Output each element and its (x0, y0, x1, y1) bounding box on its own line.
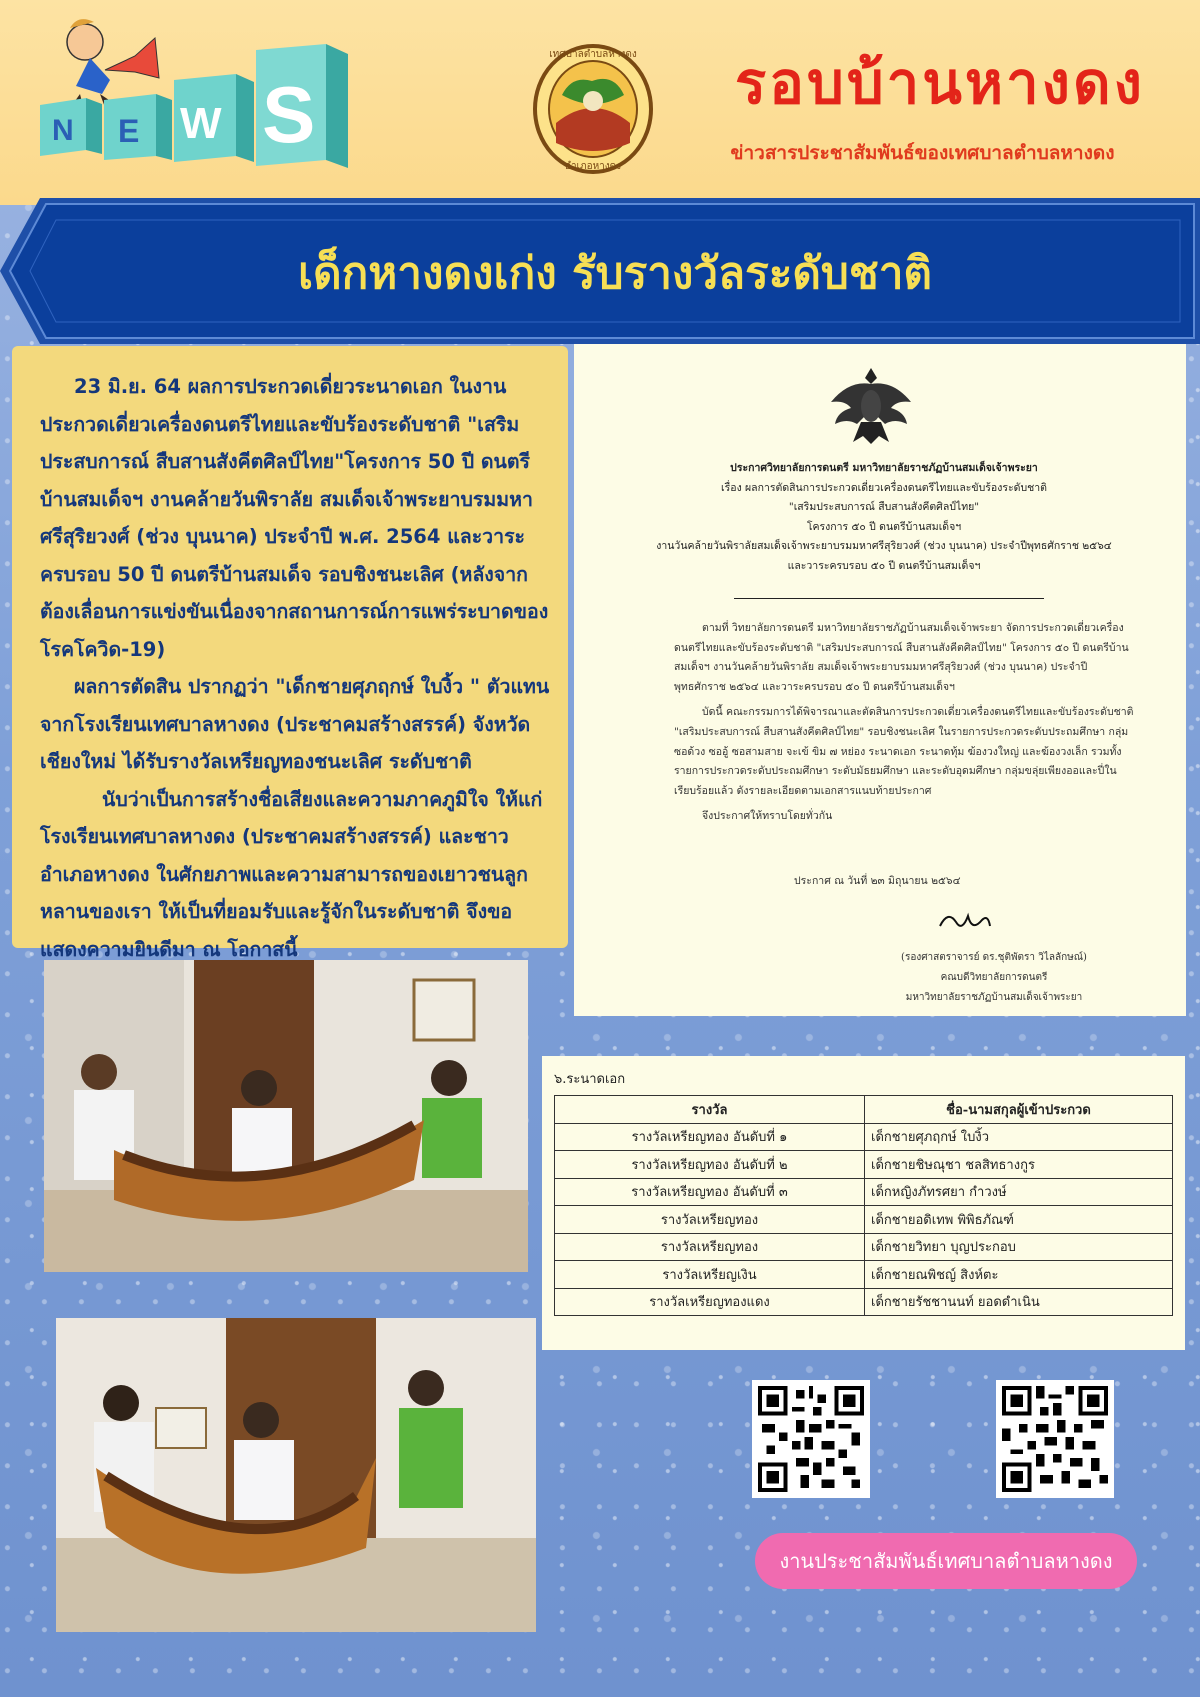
table-row (555, 1178, 1173, 1206)
footer-department-label: งานประชาสัมพันธ์เทศบาลตำบลหางดง (755, 1533, 1137, 1589)
table-row (555, 1123, 1173, 1151)
results-heading: ๖.ระนาดเอก (554, 1072, 626, 1087)
announcement-paragraph: ตามที่ วิทยาลัยการดนตรี มหาวิทยาลัยราชภัฏบ้านสมเด็จเจ้าพระยา จัดการประกวดเดี่ยวเครื่องดนตรีไทยและขับร้องระดับชาติ "เสริมประสบการณ์ สืบสานสังคีตศิลป์ไทย" โครงการ ๕๐ ปี ดนตรีบ้านสมเด็จฯ งานวันคล้ายวันพิราลัย สมเด็จเจ้าพระยาบรมมหาศรีสุริยวงศ์ (ช่วง บุนนาค) ประจำปีพุทธศักราช ๒๕๖๔ และวาระครบรอบ ๕๐ ปี ดนตรีบ้านสมเด็จฯ (674, 622, 1129, 693)
photo-ranat-performance-1 (44, 960, 528, 1272)
table-header-row (555, 1096, 1173, 1124)
news-letter-w: W (180, 99, 222, 148)
signer-line: (รองศาสตราจารย์ ดร.ชุติพัตรา วิไลลักษณ์) (901, 952, 1087, 963)
newsletter-title: รอบบ้านหางดง (735, 49, 1145, 117)
seal-text-bottom: อำเภอหางดง (564, 161, 622, 172)
handwritten-signature (934, 906, 994, 940)
signer-line: คณบดีวิทยาลัยการดนตรี (940, 972, 1048, 983)
award-cell: รางวัลเหรียญทอง อันดับที่ ๑ (555, 1123, 865, 1151)
announcement-heading-line: และวาระครบรอบ ๕๐ ปี ดนตรีบ้านสมเด็จฯ (787, 559, 981, 572)
garuda-emblem-icon (826, 364, 916, 448)
article-paragraph-2: ผลการตัดสิน ปรากฏว่า "เด็กชายศุภฤกษ์ ใบงิ้ว " ตัวแทนจากโรงเรียนเทศบาลหางดง (ประชาคมสร้างสรรค์) จังหวัดเชียงใหม่ ได้รับรางวัลเหรียญทองชนะเลิศ ระดับชาติ (40, 675, 550, 773)
municipality-seal-logo (532, 43, 654, 175)
headline-title: เด็กหางดงเก่ง รับรางวัลระดับชาติ (298, 248, 932, 299)
qr-code-icon (1002, 1386, 1108, 1492)
award-cell: รางวัลเหรียญเงิน (555, 1261, 865, 1289)
qr-code-2[interactable] (996, 1380, 1114, 1498)
qr-code-icon (758, 1386, 864, 1492)
signer-line: มหาวิทยาลัยราชภัฏบ้านสมเด็จเจ้าพระยา (905, 992, 1083, 1003)
official-announcement (574, 344, 1186, 1016)
table-row (555, 1261, 1173, 1289)
news-letter-e: E (118, 113, 140, 149)
announcement-paragraph: บัดนี้ คณะกรรมการได้พิจารณาและตัดสินการประกวดเดี่ยวเครื่องดนตรีไทยและขับร้องระดับชาติ "เสริมประสบการณ์ สืบสานสังคีตศิลป์ไทย" รอบชิงชนะเลิศ ในรายการประกวดระดับประถมศึกษา กลุ่มซอด้วง ซออู้ ซอสามสาย จะเข้ ขิม ๗ หย่อง ระนาดเอก ระนาดทุ้ม ฆ้องวงใหญ่ และฆ้องวงเล็ก รวมทั้งรายการประกวดระดับประถมศึกษา ระดับมัธยมศึกษา และระดับอุดมศึกษา กลุ่มขลุ่ยเพียงออและปี่ใน เรียบร้อยแล้ว ดังรายละเอียดตามเอกสารแนบท้ายประกาศ (674, 706, 1134, 797)
award-cell: รางวัลเหรียญทอง อันดับที่ ๒ (555, 1151, 865, 1179)
announcement-heading-line: ประกาศวิทยาลัยการดนตรี มหาวิทยาลัยราชภัฏบ้านสมเด็จเจ้าพระยา (730, 462, 1038, 474)
column-header-award: รางวัล (555, 1096, 865, 1124)
announcement-heading-line: เรื่อง ผลการตัดสินการประกวดเดี่ยวเครื่องดนตรีไทยและขับร้องระดับชาติ (721, 481, 1047, 494)
announcement-heading-line: "เสริมประสบการณ์ สืบสานสังคีตศิลป์ไทย" (788, 501, 980, 513)
news-letter-n: N (52, 114, 74, 147)
announcement-date: ประกาศ ณ วันที่ ๒๓ มิถุนายน ๒๕๖๔ (794, 875, 961, 887)
announcement-heading-line: งานวันคล้ายวันพิราลัยสมเด็จเจ้าพระยาบรมมหาศรีสุริยวงศ์ (ช่วง บุนนาค) ประจำปีพุทธศักราช ๒๕๖๔ (656, 540, 1112, 552)
name-cell: เด็กชายชิษณุชา ชลสิทธางกูร (865, 1151, 1173, 1179)
announcement-paragraph: จึงประกาศให้ทราบโดยทั่วกัน (702, 810, 833, 823)
table-row (555, 1288, 1173, 1316)
article-text-box (12, 346, 568, 961)
announcement-body (674, 619, 1134, 833)
award-cell: รางวัลเหรียญทอง (555, 1233, 865, 1261)
header-strip (0, 0, 1200, 205)
name-cell: เด็กชายรัชชานนท์ ยอดดำเนิน (865, 1288, 1173, 1316)
award-cell: รางวัลเหรียญทองแดง (555, 1288, 865, 1316)
name-cell: เด็กชายณพิชญ์ สิงห์ตะ (865, 1261, 1173, 1289)
award-cell: รางวัลเหรียญทอง (555, 1206, 865, 1234)
announcement-divider (734, 598, 1044, 599)
announcement-heading (614, 459, 1154, 576)
newsletter-subtitle: ข่าวสารประชาสัมพันธ์ของเทศบาลตำบลหางดง (730, 142, 1115, 164)
announcement-heading-line: โครงการ ๕๐ ปี ดนตรีบ้านสมเด็จฯ (806, 520, 962, 533)
award-cell: รางวัลเหรียญทอง อันดับที่ ๓ (555, 1178, 865, 1206)
news-megaphone-illustration (30, 10, 360, 200)
photo-ranat-performance-2 (56, 1318, 536, 1632)
name-cell: เด็กชายศุภฤกษ์ ใบงิ้ว (865, 1123, 1173, 1151)
article-paragraph-1: 23 มิ.ย. 64 ผลการประกวดเดี่ยวระนาดเอก ในงานประกวดเดี่ยวเครื่องดนตรีไทยและขับร้องระดับชาติ "เสริมประสบการณ์ สืบสานสังคีตศิลป์ไทย"โครงการ 50 ปี ดนตรีบ้านสมเด็จฯ งานคล้ายวันพิราลัย สมเด็จเจ้าพระยาบรมมหาศรีสุริยวงศ์ (ช่วง บุนนาค) ประจำปี พ.ศ. 2564 และวาระครบรอบ 50 ปี ดนตรีบ้านสมเด็จ รอบชิงชนะเลิศ (หลังจากต้องเลื่อนการแข่งขันเนื่องจากสถานการณ์การแพร่ระบาดของโรคโควิด-19) (40, 375, 549, 661)
results-table (554, 1095, 1173, 1316)
name-cell: เด็กชายวิทยา บุญประกอบ (865, 1233, 1173, 1261)
announcement-signer (844, 948, 1144, 1008)
seal-text-top: เทศบาลตำบลหางดง (549, 49, 637, 60)
results-table-panel (542, 1056, 1185, 1350)
article-paragraph-3: นับว่าเป็นการสร้างชื่อเสียงและความภาคภูมิใจ ให้แก่โรงเรียนเทศบาลหางดง (ประชาคมสร้างสรรค์) และชาวอำเภอหางดง ในศักยภาพและความสามารถของเยาวชนลูกหลานของเรา ให้เป็นที่ยอมรับและรู้จักในระดับชาติ จึงขอแสดงความยินดีมา ณ โอกาสนี้ (40, 787, 543, 961)
name-cell: เด็กชายอดิเทพ พิพิธภัณฑ์ (865, 1206, 1173, 1234)
name-cell: เด็กหญิงภัทรศยา กำวงษ์ (865, 1178, 1173, 1206)
news-letter-s: S (262, 70, 316, 159)
column-header-name: ชื่อ-นามสกุลผู้เข้าประกวด (865, 1096, 1173, 1124)
qr-code-1[interactable] (752, 1380, 870, 1498)
table-row (555, 1233, 1173, 1261)
table-row (555, 1151, 1173, 1179)
table-row (555, 1206, 1173, 1234)
